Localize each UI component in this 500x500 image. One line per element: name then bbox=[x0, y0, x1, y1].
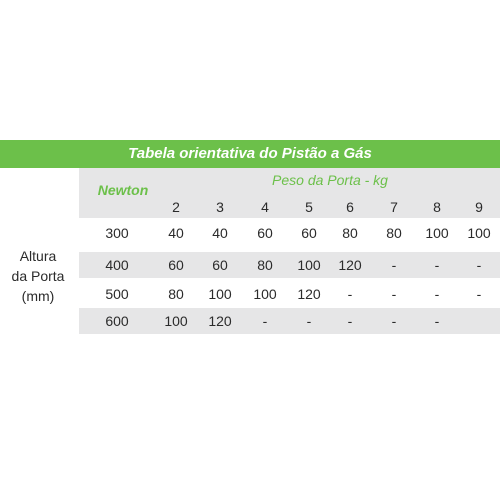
column-header: 8 bbox=[433, 199, 441, 215]
table-cell: 100 bbox=[208, 286, 232, 302]
table-cell: 60 bbox=[301, 225, 317, 241]
table-cell: 100 bbox=[297, 257, 321, 273]
column-header: 4 bbox=[261, 199, 269, 215]
table-cell: - bbox=[306, 313, 312, 329]
table-cell: 100 bbox=[425, 225, 449, 241]
table-cell: - bbox=[391, 313, 397, 329]
column-header: 2 bbox=[172, 199, 180, 215]
table-cell: - bbox=[347, 286, 353, 302]
peso-label: Peso da Porta - kg bbox=[272, 172, 388, 188]
row-height: 300 bbox=[105, 225, 129, 241]
column-header: 9 bbox=[475, 199, 483, 215]
row-height: 600 bbox=[105, 313, 129, 329]
newton-label: Newton bbox=[97, 182, 149, 198]
table-cell: - bbox=[347, 313, 353, 329]
altura-label: Altura da Porta (mm) bbox=[11, 248, 65, 304]
table-cell: 100 bbox=[253, 286, 277, 302]
table-cell: 80 bbox=[257, 257, 273, 273]
table-cell: 100 bbox=[467, 225, 491, 241]
table-cell: - bbox=[434, 257, 440, 273]
table-cell: 120 bbox=[208, 313, 232, 329]
table-cell: - bbox=[434, 313, 440, 329]
table-cell: - bbox=[434, 286, 440, 302]
table-cell: 120 bbox=[338, 257, 362, 273]
table-cell: 100 bbox=[164, 313, 188, 329]
table-cell: - bbox=[391, 257, 397, 273]
table-cell: 60 bbox=[257, 225, 273, 241]
table-cell: 40 bbox=[212, 225, 228, 241]
table-title: Tabela orientativa do Pistão a Gás bbox=[0, 140, 500, 168]
column-header: 7 bbox=[390, 199, 398, 215]
column-header: 6 bbox=[346, 199, 354, 215]
table-cell: 80 bbox=[386, 225, 402, 241]
table-cell: - bbox=[391, 286, 397, 302]
column-header: 3 bbox=[216, 199, 224, 215]
table-cell: 120 bbox=[297, 286, 321, 302]
row-height: 400 bbox=[105, 257, 129, 273]
row-height: 500 bbox=[105, 286, 129, 302]
table-cell: 40 bbox=[168, 225, 184, 241]
table-cell: 80 bbox=[342, 225, 358, 241]
column-header: 5 bbox=[305, 199, 313, 215]
table-cell: - bbox=[262, 313, 268, 329]
table-cell: 60 bbox=[212, 257, 228, 273]
table-cell: - bbox=[476, 257, 482, 273]
table-cell: 60 bbox=[168, 257, 184, 273]
table-cell: - bbox=[476, 286, 482, 302]
table-cell: 80 bbox=[168, 286, 184, 302]
